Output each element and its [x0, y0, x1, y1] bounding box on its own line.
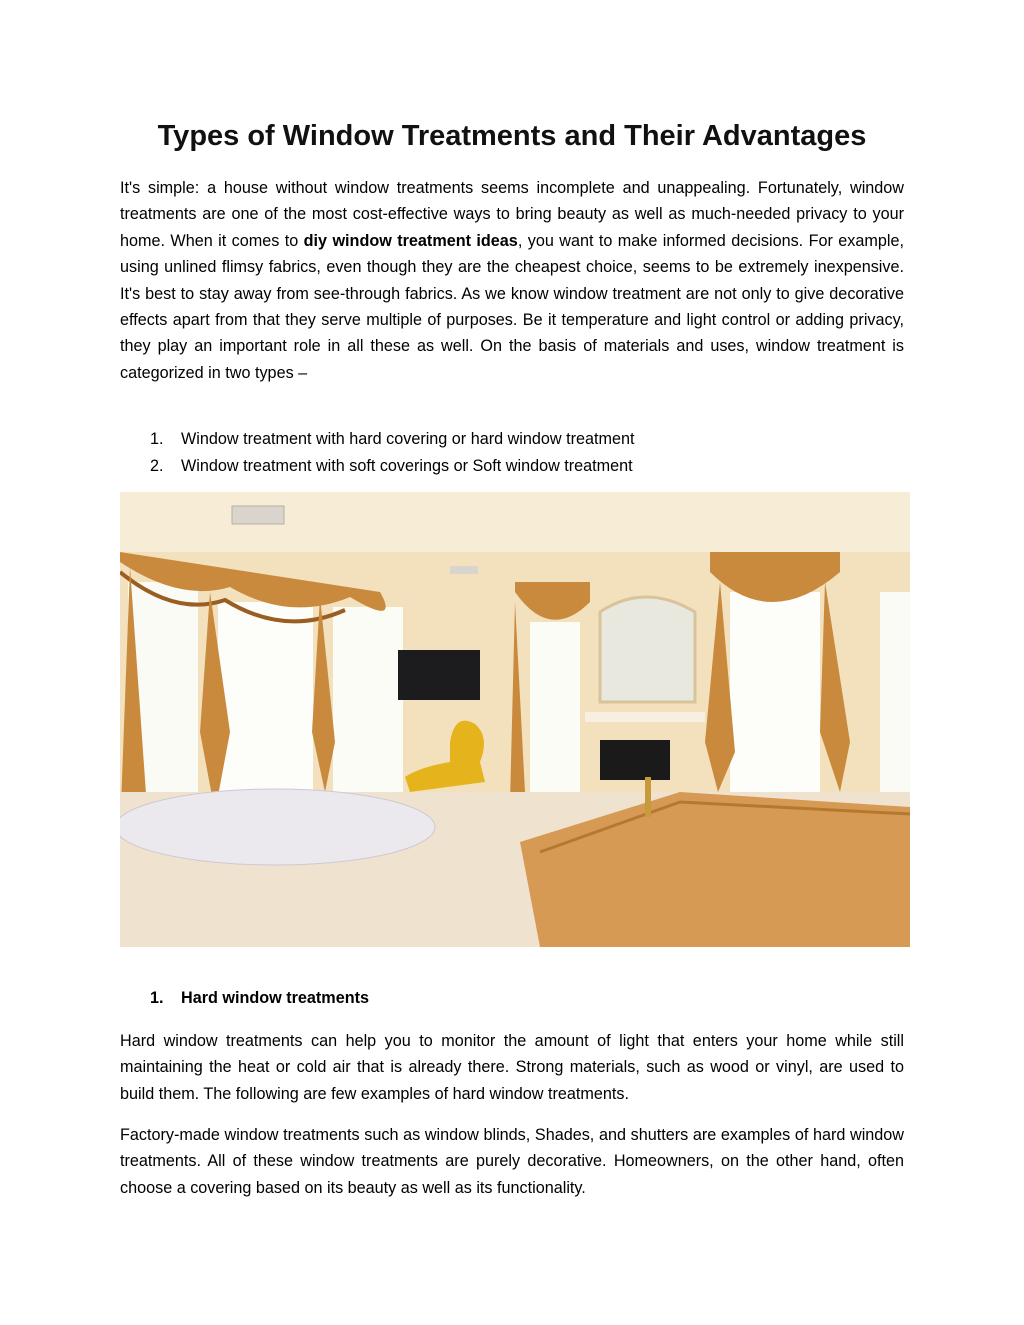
list-item — [150, 426, 634, 453]
treatment-types-list — [150, 426, 634, 479]
factory-made-paragraph: Factory-made window treatments such as window blinds, Shades, and shutters are examples of hard window treatments. All of these window treatments are purely decorative. Homeowners, on the other hand, often choose a covering based on its beauty as well as its functionality. — [120, 1126, 904, 1197]
section-heading-hard-window-treatments — [150, 989, 369, 1008]
section-heading-text: Hard window treatments — [181, 989, 369, 1007]
list-item-number: 2. — [150, 456, 164, 475]
list-item-text: Window treatment with soft coverings or Soft window treatment — [181, 456, 633, 475]
list-item — [150, 453, 634, 480]
section-number: 1. — [150, 989, 164, 1007]
page-title: Types of Window Treatments and Their Advantages — [157, 120, 867, 152]
bedroom-photo — [120, 492, 910, 947]
hard-treatments-paragraph: Hard window treatments can help you to monitor the amount of light that enters your home while still maintaining the heat or cold air that is already there. Strong materials, such as wood or vinyl, are used to build them. The following are few examples of hard window treatments. — [120, 1032, 904, 1103]
intro-text-start: It's simple: a house without window treatments seems incomplete and unappealing. Fortunately, window treatments are one of the most cost-effective ways to bring beauty as well as much-needed privacy to your home. When it comes to — [120, 179, 904, 250]
list-item-number: 1. — [150, 430, 164, 448]
intro-paragraph — [120, 175, 904, 386]
intro-text-end: , you want to make informed decisions. For example, using unlined flimsy fabrics, even though they are the cheapest choice, seems to be extremely inexpensive. It's best to stay away from see-through fabrics. As we know window treatment are not only to give decorative effects apart from that they serve multiple of purposes. Be it temperature and light control or adding privacy, they play an important role in all these as well. On the basis of materials and uses, window treatment is categorized in two types – — [120, 231, 904, 382]
intro-bold-link-text: diy window treatment ideas — [303, 231, 518, 250]
list-item-text: Window treatment with hard covering or hard window treatment — [181, 430, 635, 448]
